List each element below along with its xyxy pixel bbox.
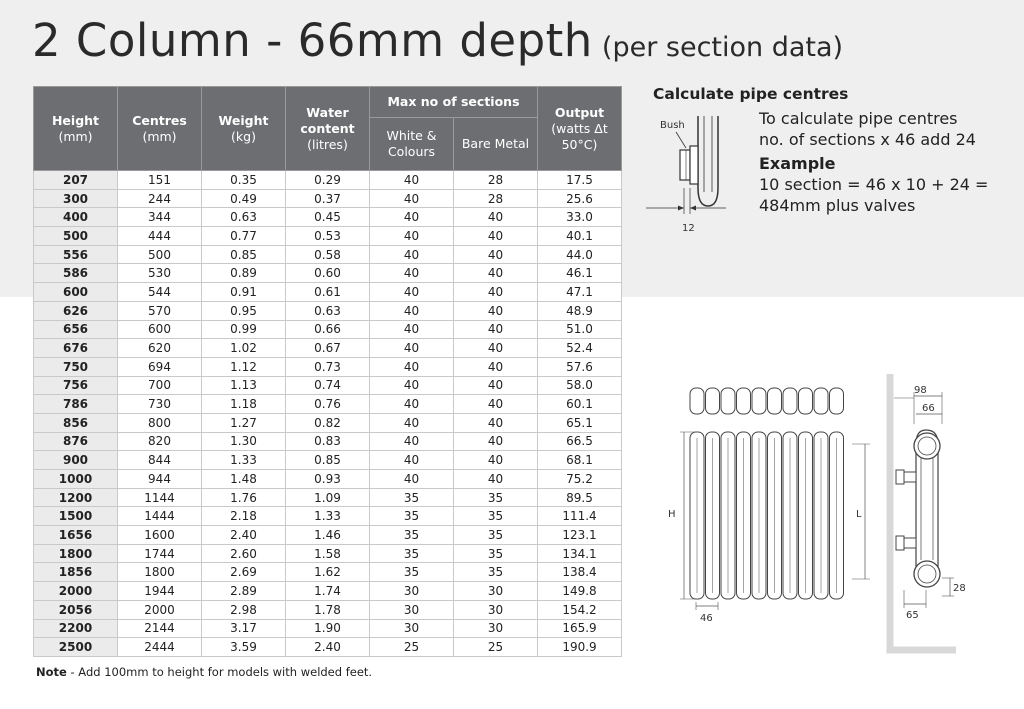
- cell-weight: 1.02: [202, 339, 286, 358]
- cell-height: 1800: [34, 544, 118, 563]
- cell-max-white: 30: [370, 582, 454, 601]
- cell-max-bare: 40: [454, 432, 538, 451]
- cell-max-bare: 25: [454, 638, 538, 657]
- cell-water: 1.90: [286, 619, 370, 638]
- title-main: 2 Column - 66mm depth: [32, 14, 593, 67]
- section-top-cap: [768, 388, 782, 414]
- cell-weight: 0.95: [202, 301, 286, 320]
- table-row: [34, 507, 622, 526]
- cell-output: 17.5: [538, 171, 622, 190]
- dim-46-label: 46: [700, 613, 713, 624]
- table-row: [34, 339, 622, 358]
- cell-water: 0.58: [286, 245, 370, 264]
- cell-max-bare: 35: [454, 488, 538, 507]
- cell-max-bare: 35: [454, 526, 538, 545]
- cell-water: 1.46: [286, 526, 370, 545]
- cell-max-white: 30: [370, 600, 454, 619]
- cell-water: 0.73: [286, 357, 370, 376]
- cell-water: 1.58: [286, 544, 370, 563]
- cell-max-bare: 40: [454, 208, 538, 227]
- cell-water: 1.09: [286, 488, 370, 507]
- cell-height: 1856: [34, 563, 118, 582]
- cell-water: 0.74: [286, 376, 370, 395]
- cell-height: 300: [34, 189, 118, 208]
- cell-water: 0.83: [286, 432, 370, 451]
- table-row: [34, 544, 622, 563]
- cell-max-white: 40: [370, 283, 454, 302]
- cell-height: 876: [34, 432, 118, 451]
- cell-water: 0.29: [286, 171, 370, 190]
- cell-height: 2000: [34, 582, 118, 601]
- cell-weight: 0.89: [202, 264, 286, 283]
- cell-height: 2500: [34, 638, 118, 657]
- cell-output: 190.9: [538, 638, 622, 657]
- cell-height: 1656: [34, 526, 118, 545]
- calc-title: Calculate pipe centres: [653, 85, 849, 103]
- cell-max-white: 40: [370, 264, 454, 283]
- page-title: [32, 14, 843, 67]
- cell-centres: 1444: [118, 507, 202, 526]
- cell-centres: 2144: [118, 619, 202, 638]
- cell-max-white: 25: [370, 638, 454, 657]
- cell-water: 0.61: [286, 283, 370, 302]
- cell-height: 1200: [34, 488, 118, 507]
- section-top-cap: [752, 388, 766, 414]
- cell-output: 134.1: [538, 544, 622, 563]
- cell-max-bare: 40: [454, 376, 538, 395]
- cell-centres: 2444: [118, 638, 202, 657]
- cell-output: 58.0: [538, 376, 622, 395]
- cell-max-bare: 35: [454, 563, 538, 582]
- cell-centres: 1944: [118, 582, 202, 601]
- cell-height: 400: [34, 208, 118, 227]
- cell-max-white: 40: [370, 376, 454, 395]
- table-row: [34, 638, 622, 657]
- table-row: [34, 264, 622, 283]
- cell-max-white: 35: [370, 526, 454, 545]
- cell-centres: 1744: [118, 544, 202, 563]
- cell-max-white: 40: [370, 339, 454, 358]
- example-label: Example: [759, 154, 836, 173]
- cell-max-bare: 40: [454, 339, 538, 358]
- cell-max-white: 40: [370, 320, 454, 339]
- dim-98-label: 98: [914, 385, 927, 396]
- cell-height: 656: [34, 320, 118, 339]
- cell-max-bare: 40: [454, 395, 538, 414]
- cell-max-white: 40: [370, 301, 454, 320]
- section-top-cap: [799, 388, 813, 414]
- cell-water: 0.45: [286, 208, 370, 227]
- cell-water: 0.76: [286, 395, 370, 414]
- cell-output: 123.1: [538, 526, 622, 545]
- header-weight: Weight (kg): [202, 87, 286, 171]
- cell-max-white: 40: [370, 470, 454, 489]
- cell-output: 33.0: [538, 208, 622, 227]
- radiator-columns: [690, 432, 844, 599]
- cell-height: 750: [34, 357, 118, 376]
- radiator-front-diagram: [662, 374, 874, 630]
- cell-centres: 800: [118, 413, 202, 432]
- table-row: [34, 413, 622, 432]
- cell-max-bare: 40: [454, 301, 538, 320]
- cell-max-white: 40: [370, 171, 454, 190]
- cell-centres: 570: [118, 301, 202, 320]
- cell-weight: 1.13: [202, 376, 286, 395]
- cell-centres: 244: [118, 189, 202, 208]
- cell-weight: 2.69: [202, 563, 286, 582]
- cell-max-bare: 28: [454, 189, 538, 208]
- cell-weight: 3.17: [202, 619, 286, 638]
- cell-height: 600: [34, 283, 118, 302]
- section-top-cap: [690, 388, 704, 414]
- table-row: [34, 432, 622, 451]
- cell-output: 47.1: [538, 283, 622, 302]
- cell-water: 2.40: [286, 638, 370, 657]
- cell-weight: 2.40: [202, 526, 286, 545]
- cell-max-bare: 35: [454, 544, 538, 563]
- spec-table: [33, 86, 622, 657]
- cell-output: 48.9: [538, 301, 622, 320]
- table-row: [34, 283, 622, 302]
- header-output: Output (watts Δt 50°C): [538, 87, 622, 171]
- cell-max-bare: 30: [454, 582, 538, 601]
- title-sub: (per section data): [601, 32, 844, 63]
- cell-max-white: 40: [370, 395, 454, 414]
- calc-line-2: no. of sections x 46 add 24: [759, 130, 976, 149]
- cell-water: 0.60: [286, 264, 370, 283]
- cell-weight: 2.18: [202, 507, 286, 526]
- cell-max-bare: 40: [454, 413, 538, 432]
- cell-max-bare: 40: [454, 320, 538, 339]
- cell-centres: 544: [118, 283, 202, 302]
- cell-max-white: 40: [370, 245, 454, 264]
- section-top-cap: [706, 388, 720, 414]
- cell-water: 0.85: [286, 451, 370, 470]
- cell-height: 1000: [34, 470, 118, 489]
- cell-max-white: 40: [370, 432, 454, 451]
- cell-weight: 1.76: [202, 488, 286, 507]
- cell-centres: 700: [118, 376, 202, 395]
- table-row: [34, 470, 622, 489]
- cell-output: 138.4: [538, 563, 622, 582]
- header-centres: Centres (mm): [118, 87, 202, 171]
- cell-centres: 1600: [118, 526, 202, 545]
- cell-height: 500: [34, 227, 118, 246]
- bush-label: Bush: [660, 120, 685, 131]
- table-row: [34, 619, 622, 638]
- table-row: [34, 395, 622, 414]
- cell-max-bare: 40: [454, 451, 538, 470]
- table-row: [34, 320, 622, 339]
- cell-output: 25.6: [538, 189, 622, 208]
- cell-water: 0.66: [286, 320, 370, 339]
- cell-max-bare: 40: [454, 357, 538, 376]
- dim-28-label: 28: [953, 583, 966, 594]
- cell-water: 1.33: [286, 507, 370, 526]
- header-white-colours: White & Colours: [370, 118, 454, 171]
- cell-centres: 1800: [118, 563, 202, 582]
- cell-max-bare: 40: [454, 283, 538, 302]
- cell-height: 207: [34, 171, 118, 190]
- header-height: Height (mm): [34, 87, 118, 171]
- table-row: [34, 600, 622, 619]
- cell-water: 1.74: [286, 582, 370, 601]
- radiator-top-view: [690, 388, 844, 414]
- cell-water: 1.62: [286, 563, 370, 582]
- cell-centres: 844: [118, 451, 202, 470]
- cell-weight: 0.63: [202, 208, 286, 227]
- cell-height: 856: [34, 413, 118, 432]
- cell-output: 75.2: [538, 470, 622, 489]
- cell-water: 0.63: [286, 301, 370, 320]
- cell-centres: 600: [118, 320, 202, 339]
- table-row: [34, 189, 622, 208]
- cell-weight: 0.77: [202, 227, 286, 246]
- cell-centres: 151: [118, 171, 202, 190]
- cell-height: 786: [34, 395, 118, 414]
- cell-centres: 820: [118, 432, 202, 451]
- cell-centres: 730: [118, 395, 202, 414]
- example-line-2: 484mm plus valves: [759, 196, 916, 215]
- cell-centres: 620: [118, 339, 202, 358]
- cell-centres: 1144: [118, 488, 202, 507]
- cell-weight: 0.91: [202, 283, 286, 302]
- cell-height: 626: [34, 301, 118, 320]
- table-row: [34, 171, 622, 190]
- cell-centres: 694: [118, 357, 202, 376]
- dim-66-label: 66: [922, 403, 935, 414]
- table-row: [34, 357, 622, 376]
- cell-water: 0.37: [286, 189, 370, 208]
- table-row: [34, 376, 622, 395]
- table-row: [34, 582, 622, 601]
- cell-output: 68.1: [538, 451, 622, 470]
- cell-weight: 0.49: [202, 189, 286, 208]
- cell-height: 2200: [34, 619, 118, 638]
- cell-weight: 1.48: [202, 470, 286, 489]
- cell-weight: 3.59: [202, 638, 286, 657]
- cell-output: 44.0: [538, 245, 622, 264]
- cell-weight: 1.33: [202, 451, 286, 470]
- cell-weight: 1.27: [202, 413, 286, 432]
- cell-height: 2056: [34, 600, 118, 619]
- cell-centres: 500: [118, 245, 202, 264]
- section-top-cap: [830, 388, 844, 414]
- cell-output: 66.5: [538, 432, 622, 451]
- header-max-sections: Max no of sections: [370, 87, 538, 118]
- cell-centres: 944: [118, 470, 202, 489]
- table-row: [34, 451, 622, 470]
- dim-H-label: H: [668, 509, 676, 520]
- dim-12-label: 12: [682, 223, 695, 234]
- cell-centres: 2000: [118, 600, 202, 619]
- cell-height: 586: [34, 264, 118, 283]
- cell-output: 57.6: [538, 357, 622, 376]
- cell-max-white: 40: [370, 227, 454, 246]
- cell-output: 46.1: [538, 264, 622, 283]
- cell-max-bare: 40: [454, 227, 538, 246]
- cell-height: 676: [34, 339, 118, 358]
- radiator-side-diagram: [880, 374, 980, 660]
- cell-max-bare: 28: [454, 171, 538, 190]
- cell-height: 1500: [34, 507, 118, 526]
- cell-water: 0.82: [286, 413, 370, 432]
- cell-water: 0.53: [286, 227, 370, 246]
- cell-max-white: 40: [370, 413, 454, 432]
- header-water-content: Water content (litres): [286, 87, 370, 171]
- cell-weight: 0.85: [202, 245, 286, 264]
- cell-max-bare: 35: [454, 507, 538, 526]
- bush-diagram: [636, 110, 746, 235]
- dim-L-label: L: [856, 509, 862, 520]
- cell-weight: 2.98: [202, 600, 286, 619]
- table-row: [34, 488, 622, 507]
- cell-weight: 2.60: [202, 544, 286, 563]
- table-row: [34, 227, 622, 246]
- cell-max-bare: 30: [454, 619, 538, 638]
- cell-max-white: 35: [370, 488, 454, 507]
- table-row: [34, 245, 622, 264]
- cell-max-bare: 30: [454, 600, 538, 619]
- cell-max-white: 40: [370, 208, 454, 227]
- footnote: Note - Add 100mm to height for models with welded feet.: [36, 665, 373, 679]
- cell-max-bare: 40: [454, 470, 538, 489]
- cell-max-bare: 40: [454, 264, 538, 283]
- cell-max-white: 30: [370, 619, 454, 638]
- cell-centres: 530: [118, 264, 202, 283]
- cell-max-white: 40: [370, 189, 454, 208]
- cell-height: 556: [34, 245, 118, 264]
- cell-weight: 1.18: [202, 395, 286, 414]
- cell-water: 0.67: [286, 339, 370, 358]
- cell-output: 51.0: [538, 320, 622, 339]
- cell-output: 52.4: [538, 339, 622, 358]
- cell-output: 89.5: [538, 488, 622, 507]
- cell-max-white: 40: [370, 357, 454, 376]
- cell-output: 65.1: [538, 413, 622, 432]
- cell-centres: 444: [118, 227, 202, 246]
- cell-weight: 1.12: [202, 357, 286, 376]
- cell-output: 154.2: [538, 600, 622, 619]
- section-top-cap: [783, 388, 797, 414]
- cell-weight: 0.99: [202, 320, 286, 339]
- cell-output: 165.9: [538, 619, 622, 638]
- cell-water: 0.93: [286, 470, 370, 489]
- cell-centres: 344: [118, 208, 202, 227]
- spec-table-body: [34, 171, 622, 657]
- cell-output: 149.8: [538, 582, 622, 601]
- cell-max-white: 35: [370, 544, 454, 563]
- cell-max-white: 35: [370, 563, 454, 582]
- table-row: [34, 208, 622, 227]
- header-bare-metal: Bare Metal: [454, 118, 538, 171]
- cell-weight: 2.89: [202, 582, 286, 601]
- cell-weight: 1.30: [202, 432, 286, 451]
- section-top-cap: [737, 388, 751, 414]
- table-row: [34, 301, 622, 320]
- calc-line-1: To calculate pipe centres: [759, 109, 958, 128]
- table-row: [34, 526, 622, 545]
- section-top-cap: [721, 388, 735, 414]
- cell-water: 1.78: [286, 600, 370, 619]
- cell-height: 900: [34, 451, 118, 470]
- calc-text: [759, 108, 988, 216]
- cell-output: 40.1: [538, 227, 622, 246]
- cell-output: 60.1: [538, 395, 622, 414]
- cell-max-white: 35: [370, 507, 454, 526]
- cell-weight: 0.35: [202, 171, 286, 190]
- cell-height: 756: [34, 376, 118, 395]
- cell-max-white: 40: [370, 451, 454, 470]
- table-row: [34, 563, 622, 582]
- section-top-cap: [814, 388, 828, 414]
- cell-max-bare: 40: [454, 245, 538, 264]
- cell-output: 111.4: [538, 507, 622, 526]
- dim-65-label: 65: [906, 610, 919, 621]
- example-line-1: 10 section = 46 x 10 + 24 =: [759, 175, 989, 194]
